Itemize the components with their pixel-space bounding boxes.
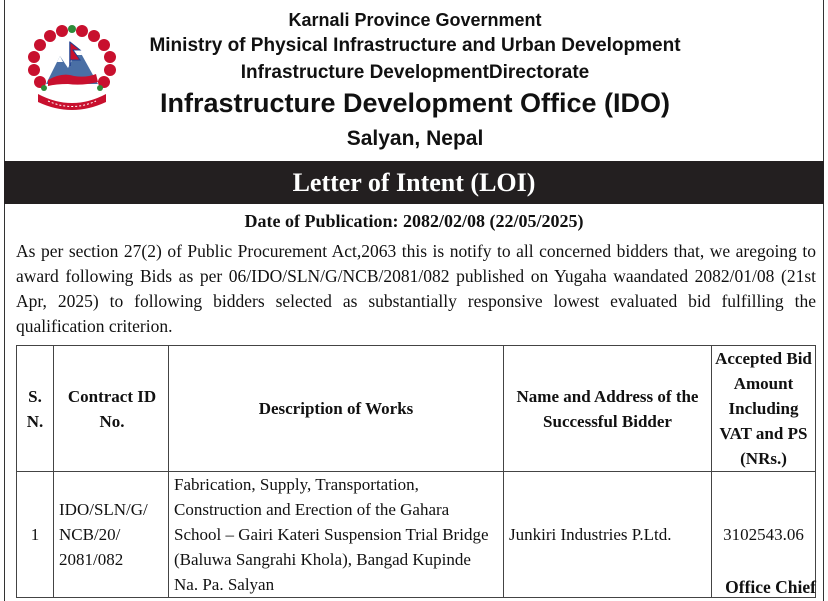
cell-amount: 3102543.06 <box>712 472 816 598</box>
letterhead <box>0 0 828 160</box>
loi-title-banner: Letter of Intent (LOI) <box>4 161 824 204</box>
cell-description: Fabrication, Supply, Transportation, Construction and Erection of the Gahara School – Gairi Kateri Suspension Trial Bridge (Baluwa Sangrahi Khola), Bangad Kupinde Na. Pa. Salyan <box>169 472 504 598</box>
signature-office-chief: Office Chief <box>725 577 816 597</box>
cell-bidder: Junkiri Industries P.Ltd. <box>504 472 712 598</box>
header-sn: S. N. <box>17 346 54 472</box>
govt-name: Karnali Province Government <box>288 10 542 30</box>
cell-contract-id: IDO/SLN/G/ NCB/20/ 2081/082 <box>54 472 169 598</box>
header-amount: Accepted Bid Amount Including VAT and PS (NRs.) <box>712 346 816 472</box>
cell-sn: 1 <box>17 472 54 598</box>
header-bidder: Name and Address of the Successful Bidder <box>504 346 712 472</box>
directorate-name: Infrastructure DevelopmentDirectorate <box>240 62 590 83</box>
office-location: Salyan, Nepal <box>346 127 484 150</box>
ministry-name: Ministry of Physical Infrastructure and Urban Development <box>149 35 681 56</box>
award-table <box>16 345 816 598</box>
table-header-row <box>17 346 816 472</box>
header-contract-id: Contract ID No. <box>54 346 169 472</box>
notice-body: As per section 27(2) of Public Procurement Act,2063 this is notify to all concerned bidders that, we aregoing to award following Bids as per 06/IDO/SLN/G/NCB/2081/082 published on Yugaha waandated 2082/01/08 (21st Apr, 2025) to following bidders selected as substantially responsive lowest evaluated bid fulfilling the qualification criterion. <box>16 241 816 336</box>
header-description: Description of Works <box>169 346 504 472</box>
office-name: Infrastructure Development Office (IDO) <box>159 88 671 118</box>
table-row <box>17 472 816 598</box>
publication-date: Date of Publication: 2082/02/08 (22/05/2025) <box>244 211 584 231</box>
